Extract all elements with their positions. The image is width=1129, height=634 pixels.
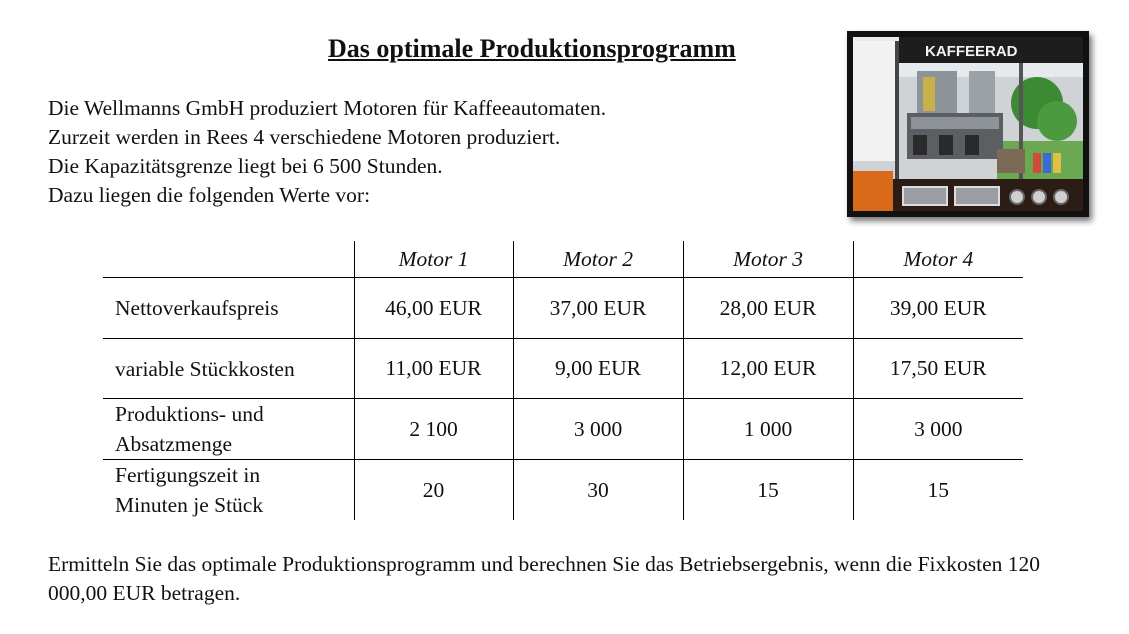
- table-cell: 11,00 EUR: [354, 339, 513, 399]
- task-question: Ermitteln Sie das optimale Produktionsprogramm und berechnen Sie das Betriebsergebnis, wenn die Fixkosten 120 000,00 EUR betragen.: [48, 552, 1041, 605]
- table-row: [103, 278, 1023, 339]
- row-label: Nettoverkaufspreis: [103, 278, 354, 339]
- intro-text: [48, 94, 606, 210]
- coffee-cart-sign: KAFFEERAD: [925, 43, 1018, 60]
- intro-line: Zurzeit werden in Rees 4 verschiedene Motoren produziert.: [48, 125, 561, 149]
- values-table: [103, 241, 1023, 520]
- table-cell: 28,00 EUR: [683, 278, 853, 339]
- table-header-cell: Motor 2: [513, 241, 683, 278]
- table-cell: 9,00 EUR: [513, 339, 683, 399]
- table-header-cell: Motor 4: [853, 241, 1023, 278]
- coffee-cart-photo: [847, 31, 1089, 217]
- row-label-line: Absatzmenge: [115, 432, 233, 456]
- table-row: [103, 460, 1023, 521]
- intro-line: Die Kapazitätsgrenze liegt bei 6 500 Stunden.: [48, 154, 443, 178]
- table-cell: 46,00 EUR: [354, 278, 513, 339]
- table-cell: 3 000: [513, 399, 683, 460]
- table-cell: 20: [354, 460, 513, 521]
- row-label: [103, 399, 354, 460]
- row-label: variable Stückkosten: [103, 339, 354, 399]
- table-header-cell: Motor 1: [354, 241, 513, 278]
- table-cell: 37,00 EUR: [513, 278, 683, 339]
- intro-line: Die Wellmanns GmbH produziert Motoren für Kaffeeautomaten.: [48, 96, 607, 120]
- table-row: [103, 339, 1023, 399]
- table-cell: 17,50 EUR: [853, 339, 1023, 399]
- page-title: Das optimale Produktionsprogramm: [328, 34, 736, 63]
- table-cell: 15: [683, 460, 853, 521]
- table-cell: 1 000: [683, 399, 853, 460]
- intro-line: Dazu liegen die folgenden Werte vor:: [48, 183, 371, 207]
- table-header-cell: Motor 3: [683, 241, 853, 278]
- table-header-row: [103, 241, 1023, 278]
- table-row: [103, 399, 1023, 460]
- table-header-cell: [103, 241, 354, 278]
- table-cell: 3 000: [853, 399, 1023, 460]
- table-cell: 30: [513, 460, 683, 521]
- table-cell: 2 100: [354, 399, 513, 460]
- table-cell: 39,00 EUR: [853, 278, 1023, 339]
- row-label: [103, 460, 354, 521]
- table-cell: 15: [853, 460, 1023, 521]
- row-label-line: Produktions- und: [115, 402, 264, 426]
- row-label-line: Minuten je Stück: [115, 493, 264, 517]
- table-cell: 12,00 EUR: [683, 339, 853, 399]
- row-label-line: Fertigungszeit in: [115, 463, 261, 487]
